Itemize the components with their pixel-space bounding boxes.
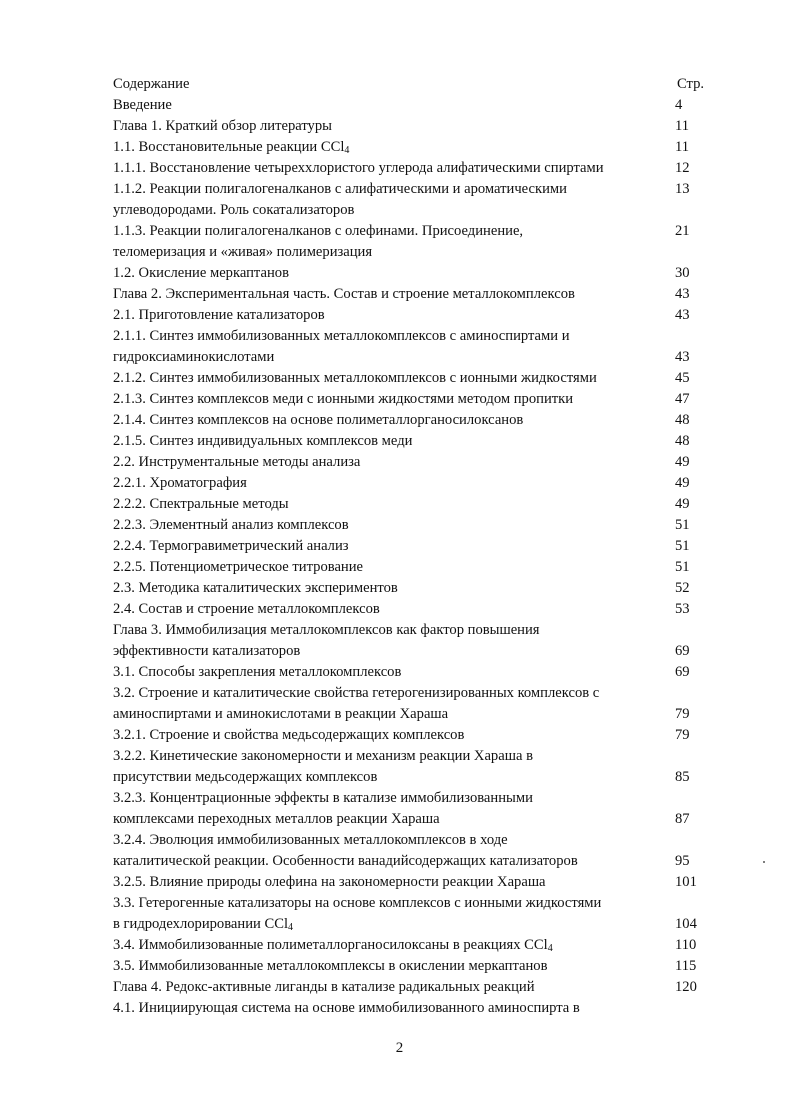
toc-entry-title: 2.1. Приготовление катализаторов — [113, 307, 325, 323]
toc-entry-page: 43 — [675, 307, 690, 323]
toc-entry — [113, 368, 703, 389]
toc-entry — [113, 830, 703, 872]
toc-entry — [113, 725, 703, 746]
toc-entry — [113, 515, 703, 536]
toc-entry-page: 11 — [675, 139, 690, 155]
toc-entry-line: 3.2. Строение и каталитические свойства гетерогенизированных комплексов с — [113, 685, 600, 701]
toc-entry-title — [113, 137, 349, 158]
toc-entry-title: 2.1.2. Синтез иммобилизованных металлокомплексов с ионными жидкостями — [113, 370, 597, 386]
toc-entry-page: 11 — [675, 118, 690, 134]
toc-entry — [113, 284, 703, 305]
toc-entry — [113, 956, 703, 977]
toc-entry — [113, 683, 703, 725]
subscript: 4 — [288, 922, 293, 933]
toc-entry-page: 110 — [675, 937, 697, 953]
toc-entry — [113, 326, 703, 368]
toc-entry-title: Глава 4. Редокс-активные лиганды в катализе радикальных реакций — [113, 979, 535, 995]
toc-entry — [113, 473, 703, 494]
toc-entry — [113, 788, 703, 830]
toc-entry-title: 2.2. Инструментальные методы анализа — [113, 454, 361, 470]
toc-entry-page: 30 — [675, 265, 690, 281]
toc-entry-title: 2.2.5. Потенциометрическое титрование — [113, 559, 364, 575]
toc-entry — [113, 998, 703, 1019]
toc-entry-title: 3.2.5. Влияние природы олефина на закономерности реакции Хараша — [113, 874, 546, 890]
page-number: 2 — [395, 1040, 404, 1056]
toc-entry-title-text: 1.1. Восстановительные реакции CCl — [113, 139, 345, 155]
toc-entry-page: 69 — [675, 643, 690, 659]
toc-entry-page: 45 — [675, 370, 690, 386]
scan-speck — [763, 861, 765, 863]
toc-entry — [113, 662, 703, 683]
toc-entry-page: 49 — [675, 475, 690, 491]
toc-entry-page: 48 — [675, 433, 690, 449]
toc-entry-title — [113, 221, 523, 263]
toc-entry-title: 3.5. Иммобилизованные металлокомплексы в окислении меркаптанов — [113, 958, 548, 974]
toc-entry-title — [113, 830, 578, 872]
toc-page-label: Стр. — [677, 76, 705, 92]
toc-entry-page: 51 — [675, 559, 690, 575]
subscript: 4 — [344, 145, 350, 156]
toc-entry-line: эффективности катализаторов — [113, 643, 301, 659]
toc-entry — [113, 95, 703, 116]
toc-entry — [113, 179, 703, 221]
toc-title: Содержание — [113, 76, 190, 92]
toc-entry-page: 4 — [675, 97, 683, 113]
toc-entry-line: углеводородами. Роль сокатализаторов — [113, 202, 355, 218]
toc-entry-line: присутствии медьсодержащих комплексов — [113, 769, 378, 785]
toc-entry-page: 120 — [675, 979, 697, 995]
toc-entries — [113, 95, 703, 1019]
toc-entry-title: 2.4. Состав и строение металлокомплексов — [113, 601, 380, 617]
toc-entry-title: 1.1.1. Восстановление четыреххлористого углерода алифатическими спиртами — [113, 160, 604, 176]
toc-entry — [113, 977, 703, 998]
toc-entry-page: 51 — [675, 538, 690, 554]
toc-entry-title: 2.1.5. Синтез индивидуальных комплексов меди — [113, 433, 413, 449]
toc-entry-title: Глава 2. Экспериментальная часть. Состав и строение металлокомплексов — [113, 286, 575, 302]
toc-entry-page: 87 — [675, 811, 690, 827]
toc-entry-line: в гидродехлорировании CCl — [113, 916, 288, 932]
toc-entry — [113, 872, 703, 893]
toc-entry — [113, 452, 703, 473]
toc-entry-page: 79 — [675, 706, 690, 722]
toc-entry — [113, 935, 703, 956]
toc-entry-line: 1.1.3. Реакции полигалогеналканов с олефинами. Присоединение, — [113, 223, 524, 239]
toc-entry-title: 2.1.4. Синтез комплексов на основе полиметаллорганосилоксанов — [113, 412, 524, 428]
toc-entry-page: 115 — [675, 958, 697, 974]
toc-entry-title: 2.2.1. Хроматография — [113, 475, 247, 491]
toc-entry-title — [113, 179, 567, 221]
subscript: 4 — [547, 943, 553, 954]
toc-entry-title: 2.2.3. Элементный анализ комплексов — [113, 517, 349, 533]
toc-entry-title — [113, 935, 553, 956]
toc-entry-page: 104 — [675, 916, 697, 932]
toc-entry-title: 2.2.2. Спектральные методы — [113, 496, 289, 512]
toc-entry-line: теломеризация и «живая» полимеризация — [113, 244, 373, 260]
toc-entry — [113, 893, 703, 935]
toc-entry-line: комплексами переходных металлов реакции Хараша — [113, 811, 440, 827]
toc-entry-line: 1.1.2. Реакции полигалогеналканов с алифатическими и ароматическими — [113, 181, 567, 197]
toc-entry-page: 12 — [675, 160, 690, 176]
toc-entry — [113, 494, 703, 515]
toc-entry-line: гидроксиаминокислотами — [113, 349, 275, 365]
toc-entry — [113, 536, 703, 557]
toc-entry-title: 3.1. Способы закрепления металлокомплексов — [113, 664, 402, 680]
toc-entry — [113, 158, 703, 179]
toc-entry-page: 49 — [675, 496, 690, 512]
toc-entry-title: 2.1.3. Синтез комплексов меди с ионными жидкостями методом пропитки — [113, 391, 574, 407]
toc-entry — [113, 221, 703, 263]
toc-entry-page: 85 — [675, 769, 690, 785]
toc-entry-page: 48 — [675, 412, 690, 428]
toc-entry-line: 3.2.2. Кинетические закономерности и механизм реакции Хараша в — [113, 748, 533, 764]
table-of-contents — [113, 74, 703, 1019]
toc-entry — [113, 578, 703, 599]
toc-entry-page: 95 — [675, 853, 690, 869]
toc-entry-line: 2.1.1. Синтез иммобилизованных металлокомплексов с аминоспиртами и — [113, 328, 570, 344]
toc-entry-title: 2.2.4. Термогравиметрический анализ — [113, 538, 349, 554]
toc-entry-page: 21 — [675, 223, 690, 239]
toc-entry-page: 49 — [675, 454, 690, 470]
toc-entry — [113, 620, 703, 662]
toc-entry-page: 43 — [675, 286, 690, 302]
toc-entry-title: Глава 1. Краткий обзор литературы — [113, 118, 332, 134]
toc-entry-title — [113, 683, 599, 725]
toc-entry-title — [113, 788, 533, 830]
toc-entry-page: 43 — [675, 349, 690, 365]
toc-header — [113, 74, 703, 95]
toc-entry-line: 3.2.3. Концентрационные эффекты в катализе иммобилизованными — [113, 790, 533, 806]
toc-entry-title: 3.2.1. Строение и свойства медьсодержащих комплексов — [113, 727, 465, 743]
toc-entry — [113, 389, 703, 410]
toc-entry-title-text: 3.4. Иммобилизованные полиметаллорганосилоксаны в реакциях CCl — [113, 937, 548, 953]
toc-entry-title: 1.2. Окисление меркаптанов — [113, 265, 289, 281]
toc-entry-title — [113, 620, 540, 662]
toc-entry-page: 51 — [675, 517, 690, 533]
toc-entry — [113, 746, 703, 788]
toc-entry — [113, 116, 703, 137]
toc-entry — [113, 557, 703, 578]
toc-entry-title: 4.1. Инициирующая система на основе иммобилизованного аминоспирта в — [113, 1000, 580, 1016]
toc-entry-line: 3.3. Гетерогенные катализаторы на основе комплексов с ионными жидкостями — [113, 895, 602, 911]
toc-entry-page: 69 — [675, 664, 690, 680]
toc-entry — [113, 599, 703, 620]
toc-entry-line: 3.2.4. Эволюция иммобилизованных металлокомплексов в ходе — [113, 832, 508, 848]
toc-entry-line: аминоспиртами и аминокислотами в реакции Хараша — [113, 706, 449, 722]
toc-entry-page: 47 — [675, 391, 690, 407]
toc-entry — [113, 410, 703, 431]
toc-entry-page: 52 — [675, 580, 690, 596]
toc-entry-line: Глава 3. Иммобилизация металлокомплексов как фактор повышения — [113, 622, 540, 638]
toc-entry-page: 101 — [675, 874, 697, 890]
toc-entry-title: Введение — [113, 97, 172, 113]
toc-entry-title: 2.3. Методика каталитических экспериментов — [113, 580, 398, 596]
toc-entry-title — [113, 746, 533, 788]
toc-entry — [113, 263, 703, 284]
toc-entry-page: 13 — [675, 181, 690, 197]
toc-entry-title — [113, 326, 570, 368]
toc-entry-page: 79 — [675, 727, 690, 743]
toc-entry — [113, 431, 703, 452]
toc-entry-title — [113, 893, 601, 935]
toc-entry — [113, 137, 703, 158]
toc-entry-line: каталитической реакции. Особенности ванадийсодержащих катализаторов — [113, 853, 578, 869]
toc-entry-page: 53 — [675, 601, 690, 617]
toc-entry — [113, 305, 703, 326]
